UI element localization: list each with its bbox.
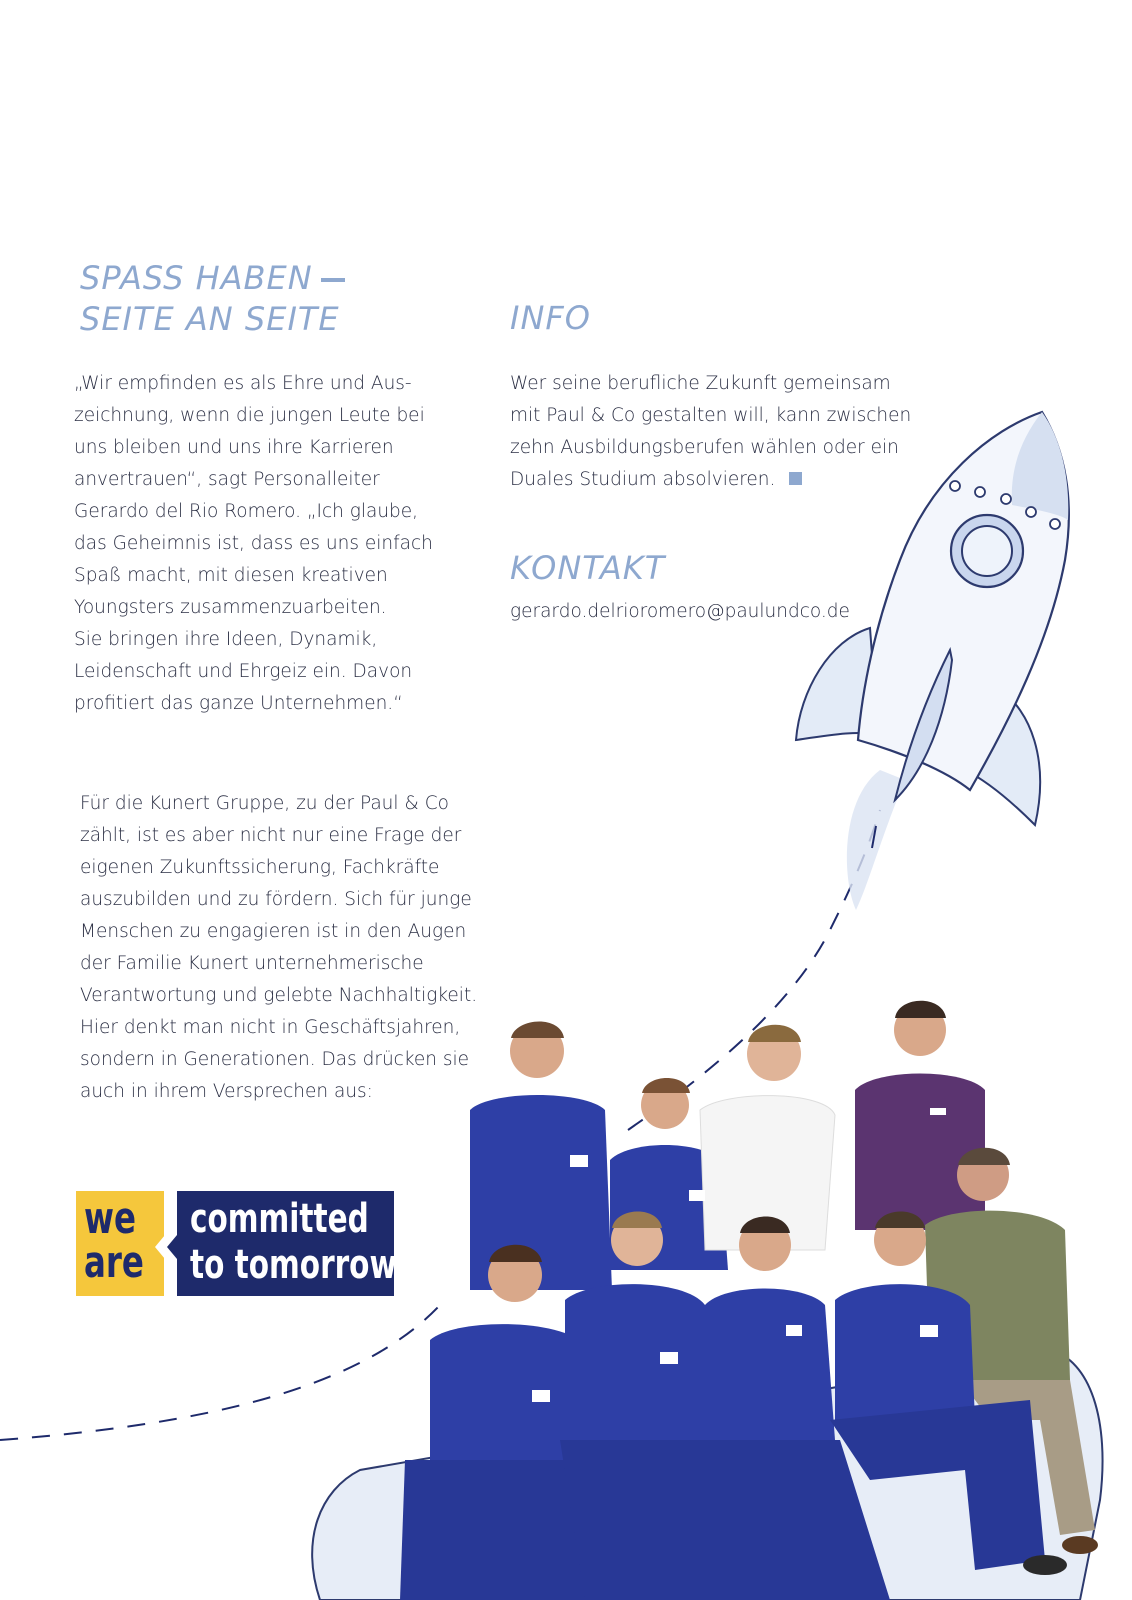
group-photo — [400, 1001, 1098, 1600]
info-text-body: Wer seine berufliche Zukunft gemeinsam mit Paul & Co gestalten will, kann zwischen zehn Ausbildungsberufen wählen oder ein Duales Studium absolvieren. — [510, 373, 912, 490]
contact-email: gerardo.delrioromero@paulundco.de — [510, 601, 850, 622]
logo-line-1: committed — [190, 1196, 369, 1242]
kontakt-heading: KONTAKT — [510, 549, 666, 587]
info-heading: INFO — [510, 299, 591, 337]
info-text — [510, 368, 930, 496]
heading-line-1: SPASS HABEN — [80, 259, 313, 297]
logo-notch — [155, 1235, 165, 1259]
logo-committed-to-tomorrow — [177, 1191, 397, 1296]
end-mark-icon — [789, 472, 802, 485]
logo-arrow — [167, 1235, 177, 1259]
heading-dash — [321, 278, 345, 282]
quote-text: „Wir empfinden es als Ehre und Aus- zeichnung, wenn die jungen Leute bei uns bleiben und uns ihre Karrieren anvertrauen“, sagt Personalleiter Gerardo del Rio Romero. „Ich glaube, das Geheimnis ist, dass es uns einfach Spaß macht, mit diesen kreativen Youngsters zusammenzuarbeiten. Sie bringen ihre Ideen, Dynamik, Leidenschaft und Ehrgeiz ein. Davon profitiert das ganze Unternehmen.“ — [74, 373, 433, 714]
kunert-paragraph: Für die Kunert Gruppe, zu der Paul & Co zählt, ist es aber nicht nur eine Frage der eigenen Zukunftssicherung, Fachkräfte auszubilden und zu fördern. Sich für junge Menschen zu engagieren ist in den Augen der Familie Kunert unternehmerische Verantwortung und gelebte Nachhaltigkeit. Hier denkt man nicht in Geschäftsjahren, sondern in Generationen. Das drücken sie auch in ihrem Versprechen aus: — [80, 793, 478, 1102]
logo-we-text: we — [84, 1193, 137, 1244]
logo-we-are — [76, 1191, 164, 1296]
logo-are-text: are — [84, 1237, 144, 1288]
heading-line-2: SEITE AN SEITE — [80, 300, 340, 338]
section-heading-spass — [80, 258, 345, 340]
logo-line-2: to tomorrow — [190, 1242, 397, 1288]
